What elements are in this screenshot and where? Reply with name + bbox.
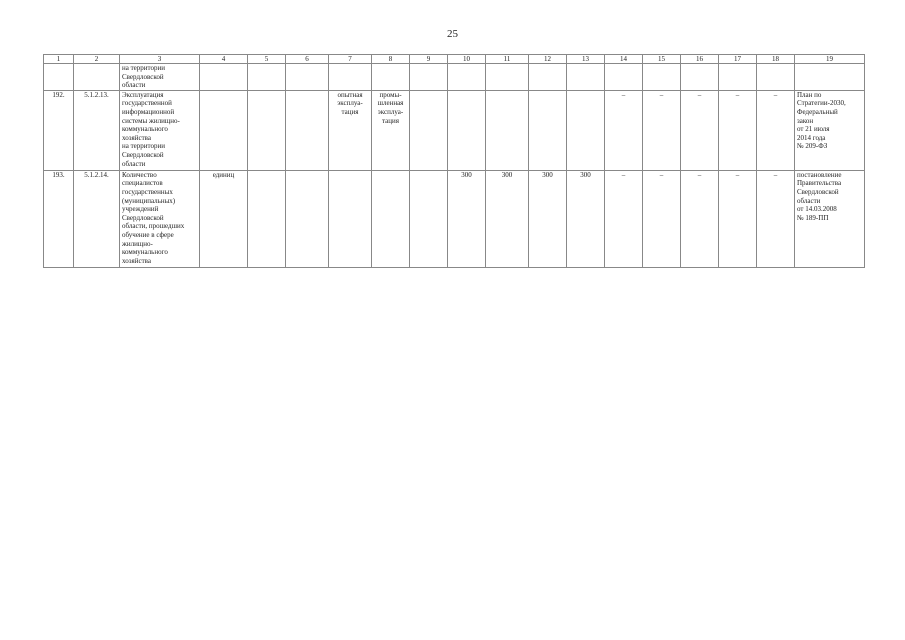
column-header: 1 (44, 55, 74, 64)
row-basis: План по Стратегии-2030, Федеральный закон от 21 июля 2014 года № 209-ФЗ (795, 90, 865, 170)
cell-13: 300 (567, 170, 605, 267)
plan-table (43, 54, 865, 268)
cell-14: – (605, 170, 643, 267)
table-row (44, 170, 865, 267)
table-row (44, 90, 865, 170)
column-header: 14 (605, 55, 643, 64)
cell-9 (410, 64, 448, 91)
column-header: 16 (681, 55, 719, 64)
cell-12 (529, 90, 567, 170)
column-header: 15 (643, 55, 681, 64)
row-number (44, 64, 74, 91)
column-number-row (44, 55, 865, 64)
cell-12: 300 (529, 170, 567, 267)
cell-6 (286, 90, 329, 170)
cell-7 (329, 170, 372, 267)
column-header: 18 (757, 55, 795, 64)
cell-9 (410, 90, 448, 170)
cell-11 (486, 90, 529, 170)
column-header: 17 (719, 55, 757, 64)
cell-10 (448, 90, 486, 170)
column-header: 4 (200, 55, 248, 64)
cell-15 (643, 64, 681, 91)
cell-6 (286, 170, 329, 267)
cell-17: – (719, 170, 757, 267)
column-header: 8 (372, 55, 410, 64)
cell-16: – (681, 90, 719, 170)
cell-5 (248, 90, 286, 170)
row-name: на территории Свердловской области (120, 64, 200, 91)
cell-11: 300 (486, 170, 529, 267)
column-header: 19 (795, 55, 865, 64)
cell-9 (410, 170, 448, 267)
cell-7: опытная эксплуа- тация (329, 90, 372, 170)
column-header: 6 (286, 55, 329, 64)
cell-8 (372, 64, 410, 91)
cell-6 (286, 64, 329, 91)
table-row (44, 64, 865, 91)
row-name: Количество специалистов государственных (муниципальных) учреждений Свердловской области, прошедших обучение в сфере жилищно- коммунального хозяйства (120, 170, 200, 267)
cell-15: – (643, 90, 681, 170)
row-name: Эксплуатация государственной информационной системы жилищно- коммунального хозяйства на территории Свердловской области (120, 90, 200, 170)
cell-14: – (605, 90, 643, 170)
cell-8 (372, 170, 410, 267)
cell-17 (719, 64, 757, 91)
row-code: 5.1.2.14. (74, 170, 120, 267)
column-header: 5 (248, 55, 286, 64)
cell-16: – (681, 170, 719, 267)
cell-17: – (719, 90, 757, 170)
row-code (74, 64, 120, 91)
cell-10 (448, 64, 486, 91)
row-basis: постановление Правительства Свердловской области от 14.03.2008 № 189-ПП (795, 170, 865, 267)
cell-7 (329, 64, 372, 91)
column-header: 7 (329, 55, 372, 64)
column-header: 10 (448, 55, 486, 64)
cell-unit: единиц (200, 170, 248, 267)
row-number: 193. (44, 170, 74, 267)
cell-18 (757, 64, 795, 91)
cell-18: – (757, 170, 795, 267)
cell-unit (200, 90, 248, 170)
cell-14 (605, 64, 643, 91)
cell-unit (200, 64, 248, 91)
cell-8: промы- шленная эксплуа- тация (372, 90, 410, 170)
cell-16 (681, 64, 719, 91)
column-header: 11 (486, 55, 529, 64)
row-basis (795, 64, 865, 91)
row-code: 5.1.2.13. (74, 90, 120, 170)
cell-5 (248, 170, 286, 267)
cell-13 (567, 90, 605, 170)
cell-12 (529, 64, 567, 91)
column-header: 12 (529, 55, 567, 64)
column-header: 2 (74, 55, 120, 64)
cell-13 (567, 64, 605, 91)
column-header: 3 (120, 55, 200, 64)
row-number: 192. (44, 90, 74, 170)
cell-11 (486, 64, 529, 91)
cell-10: 300 (448, 170, 486, 267)
page-number: 25 (447, 28, 458, 40)
cell-5 (248, 64, 286, 91)
cell-15: – (643, 170, 681, 267)
cell-18: – (757, 90, 795, 170)
column-header: 9 (410, 55, 448, 64)
column-header: 13 (567, 55, 605, 64)
